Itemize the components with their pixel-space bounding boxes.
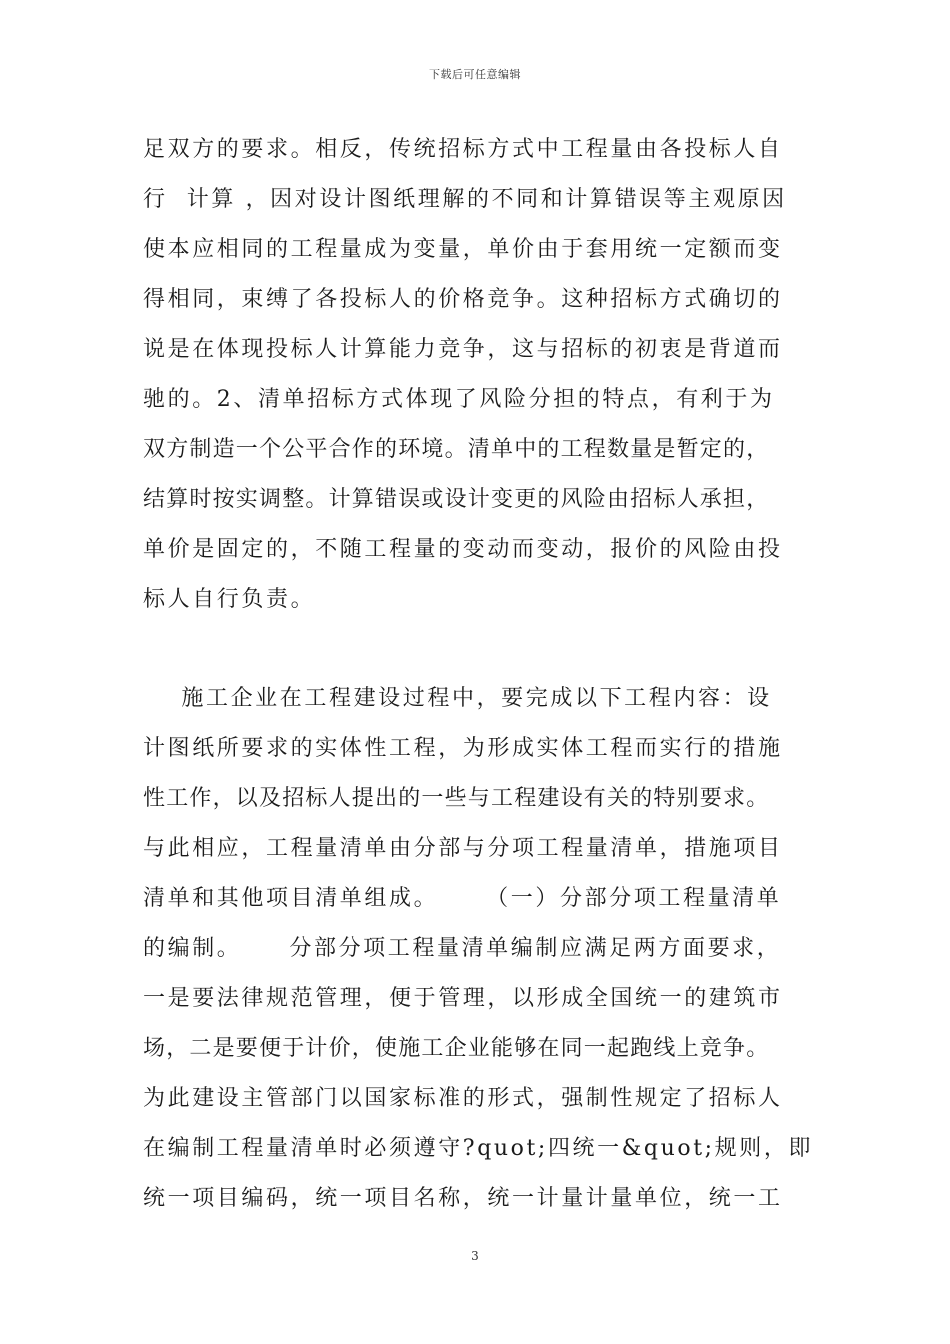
text-line: 使本应相同的工程量成为变量，单价由于套用统一定额而变 (143, 237, 783, 262)
text-line: 与此相应，工程量清单由分部与分项工程量清单，措施项目 (143, 836, 783, 861)
text-line: 标人自行负责。 (143, 587, 316, 612)
text-line: 性工作，以及招标人提出的一些与工程建设有关的特别要求。 (143, 786, 770, 811)
text-line: 清单和其他项目清单组成。 （一）分部分项工程量清单 (143, 886, 782, 911)
text-line: 说是在体现投标人计算能力竞争，这与招标的初衷是背道而 (143, 337, 783, 362)
text-line: 在编制工程量清单时必须遵守?quot;四统一&quot;规则，即 (143, 1136, 814, 1161)
text-line: 双方制造一个公平合作的环境。清单中的工程数量是暂定的， (143, 437, 770, 462)
page-number: 3 (471, 1249, 479, 1263)
text-line: 场，二是要便于计价，使施工企业能够在同一起跑线上竞争。 (143, 1036, 770, 1061)
text-line: 足双方的要求。相反，传统招标方式中工程量由各投标人自 (143, 137, 783, 162)
text-line: 行 计算 ，因对设计图纸理解的不同和计算错误等主观原因 (143, 187, 787, 212)
header-note: 下载后可任意编辑 (429, 68, 521, 81)
text-line: 施工企业在工程建设过程中，要完成以下工程内容：设 (143, 686, 772, 711)
text-line: 的编制。 分部分项工程量清单编制应满足两方面要求， (143, 936, 782, 961)
text-line: 为此建设主管部门以国家标准的形式，强制性规定了招标人 (143, 1086, 783, 1111)
text-line: 驰的。2、清单招标方式体现了风险分担的特点，有利于为 (143, 387, 775, 412)
text-line: 结算时按实调整。计算错误或设计变更的风险由招标人承担， (143, 487, 770, 512)
text-line: 统一项目编码，统一项目名称，统一计量计量单位，统一工 (143, 1186, 783, 1211)
text-line: 得相同，束缚了各投标人的价格竞争。这种招标方式确切的 (143, 287, 783, 312)
text-line: 一是要法律规范管理，便于管理，以形成全国统一的建筑市 (143, 986, 783, 1011)
text-line: 单价是固定的，不随工程量的变动而变动，报价的风险由投 (143, 537, 783, 562)
text-line: 计图纸所要求的实体性工程，为形成实体工程而实行的措施 (143, 736, 783, 761)
